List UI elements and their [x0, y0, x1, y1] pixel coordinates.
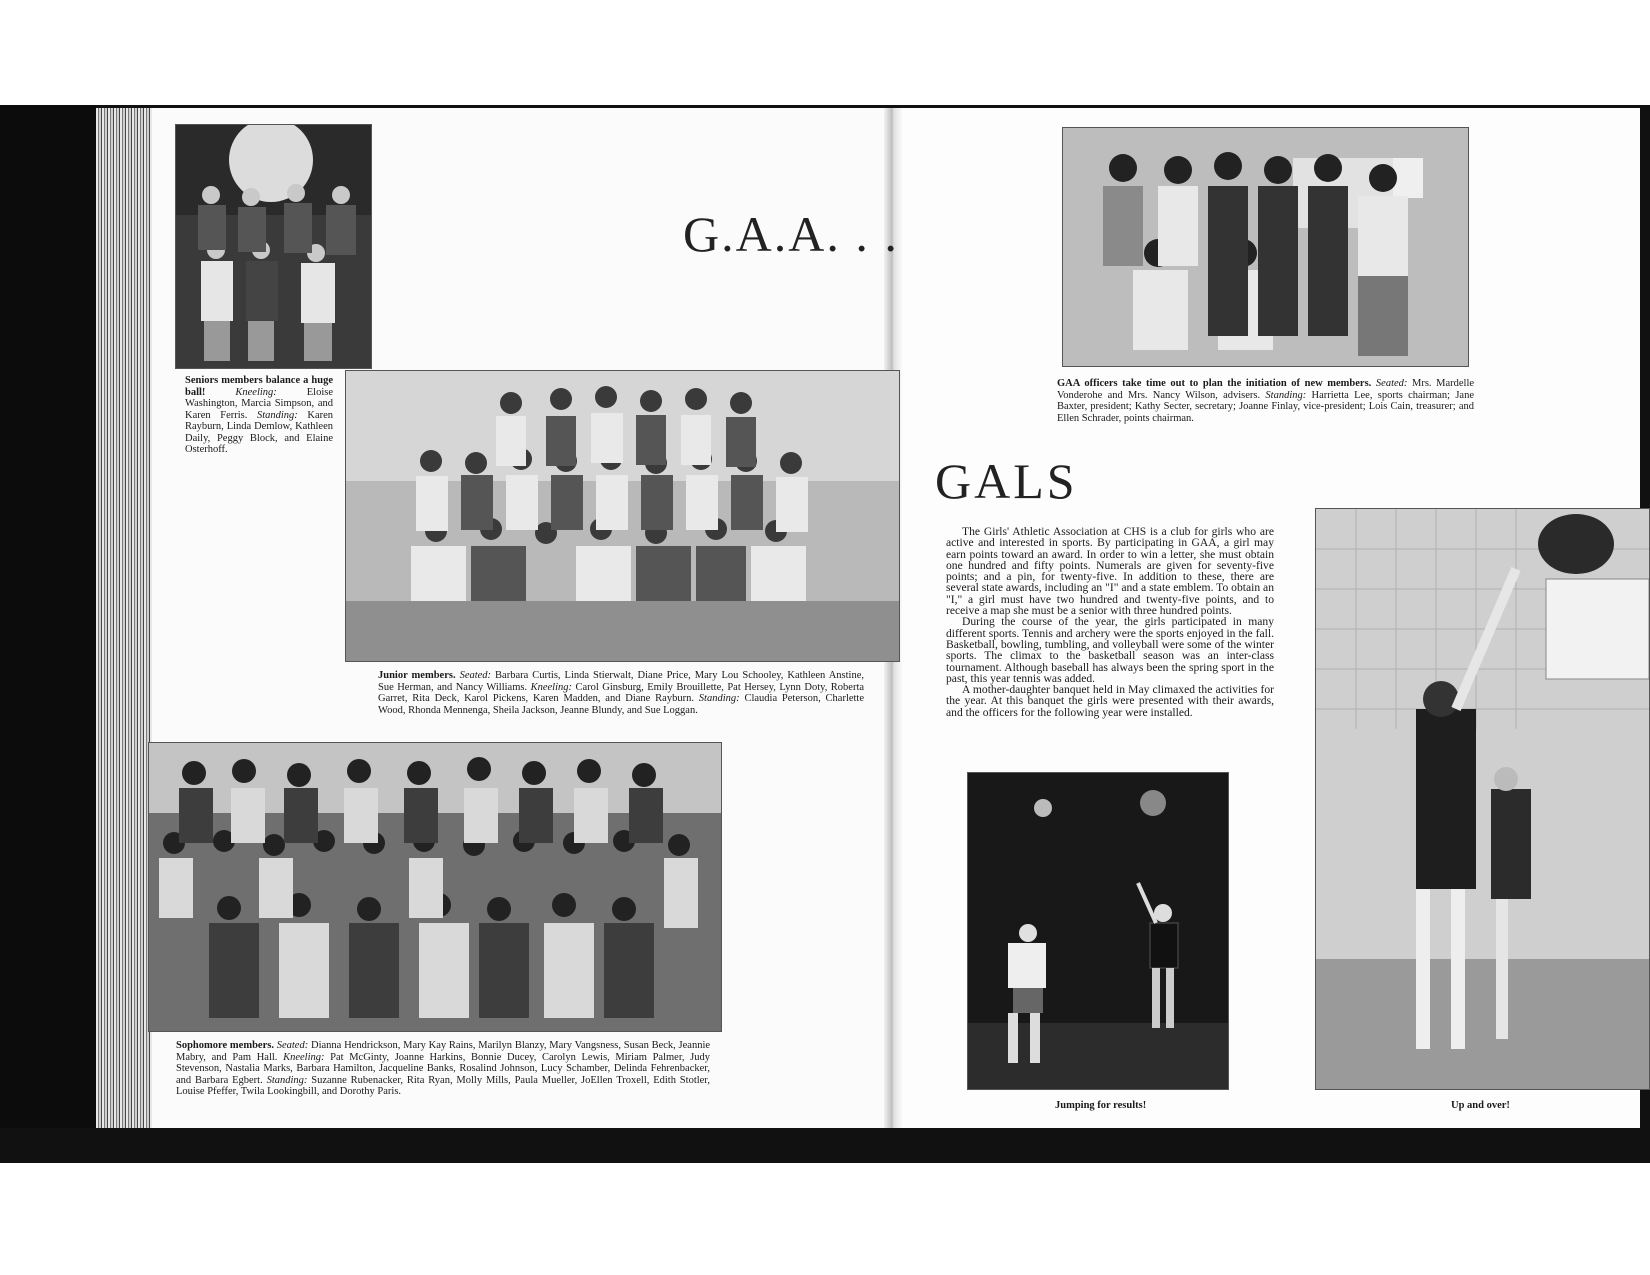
seniors-caption-names: Karen Rayburn, Linda Demlow, Kathleen Daily, Peggy Block, and Elaine Osterhoff.: [185, 409, 334, 455]
body-paragraph: During the course of the year, the girls participated in many different sports. Tennis and archery were the sports enjoyed in the fall. Basketball, bowling, tumbling, and volleyball were some of the winter sports. The climax to the basketball season was an inter-class tournament. Although baseball has always been the spring sport in the past, this year tennis was added.: [946, 615, 1274, 685]
juniors-caption-names: Carol Ginsburg, Emily Brouillette, Pat Hersey, Lynn Doty, Roberta Garret, Rita Deck, Karol Pickens, Karen Madden, and Diane Rayburn.: [378, 681, 865, 704]
scan-bottom-border: [0, 1128, 1650, 1163]
sophomores-caption-lead: Sophomore members.: [176, 1040, 274, 1051]
sophomores-caption-role: Seated:: [276, 1040, 309, 1051]
officers-caption-names: Mrs. Mardelle Vonderohe and Mrs. Nancy Wilson, advisers.: [1057, 378, 1475, 401]
jumping-caption: Jumping for results!: [1055, 1100, 1147, 1111]
officers-caption: [1057, 378, 1474, 424]
seniors-caption-role: Kneeling:: [235, 386, 277, 398]
body-paragraph: The Girls' Athletic Association at CHS is a club for girls who are active and interested in sports. By participating in GAA, a girl may earn points toward an award. In order to win a letter, she must obtain one hundred and fifty points. Numerals are given for seventy-five points; and a pin, for twenty-five. In addition to these, there are several state awards, including an "I" and a state emblem. To obtain an "I," a girl must have two hundred and twenty-five points, and to receive a map she must be a senior with three hundred points.: [946, 525, 1274, 618]
seniors-caption-role: Standing:: [256, 409, 298, 421]
juniors-caption-names: Claudia Peterson, Charlette Wood, Rhonda Mennenga, Sheila Jackson, Jeanne Blundy, and Sue Loggan.: [378, 693, 865, 716]
sophomores-caption-names: Suzanne Rubenacker, Rita Ryan, Molly Mills, Paula Mueller, JoEllen Troxell, Edith Stotler, Louise Pfeffer, Twila Lookingbill, and Dorothy Paris.: [176, 1074, 711, 1097]
book-left-edge: [0, 105, 96, 1163]
juniors-caption-role: Kneeling:: [530, 681, 572, 693]
sophomores-caption: [176, 1040, 710, 1098]
juniors-caption-names: Barbara Curtis, Linda Stierwalt, Diane Price, Mary Lou Schooley, Kathleen Anstine, Sue Herman, and Nancy Williams.: [378, 670, 864, 693]
sophomores-photo: [148, 742, 722, 1032]
officers-caption-role: Standing:: [1265, 389, 1307, 401]
body-text: [946, 526, 1274, 718]
officers-caption-role: Seated:: [1375, 378, 1408, 389]
seniors-caption-names: Eloise Washington, Marcia Simpson, and Karen Ferris.: [185, 386, 334, 421]
officers-caption-names: Harrietta Lee, sports chairman; Jane Baxter, president; Kathy Secter, secretary; Joanne Finlay, vice-president; Lois Cain, treasurer; and Ellen Schrader, points chairman.: [1057, 389, 1474, 424]
jumping-photo: [967, 772, 1229, 1090]
juniors-photo: [345, 370, 900, 662]
juniors-caption-lead: Junior members.: [378, 670, 456, 681]
seniors-caption: [185, 375, 333, 456]
page-title-gals: GALS: [935, 453, 1078, 509]
juniors-caption-role: Standing:: [698, 693, 740, 704]
sophomores-caption-role: Kneeling:: [283, 1051, 325, 1063]
sophomores-caption-role: Standing:: [266, 1074, 308, 1086]
up-and-over-caption: Up and over!: [1451, 1100, 1510, 1111]
page-stack-edges: [96, 108, 154, 1128]
juniors-caption: [378, 670, 864, 716]
sophomores-caption-names: Dianna Hendrickson, Mary Kay Rains, Marilyn Blanzy, Mary Vangsness, Susan Beck, Jeannie Mabry, and Pam Hall.: [176, 1040, 711, 1063]
juniors-caption-role: Seated:: [459, 670, 492, 681]
seniors-photo: [175, 124, 372, 369]
body-paragraph: A mother-daughter banquet held in May climaxed the activities for the year. At this banquet the girls were presented with their awards, and the officers for the following year were installed.: [946, 683, 1274, 719]
officers-photo: [1062, 127, 1469, 367]
page-title-gaa: G.A.A. . .: [683, 206, 899, 262]
sophomores-caption-names: Pat McGinty, Joanne Harkins, Bonnie Ducey, Carolyn Lewis, Miriam Palmer, Judy Stevenson, Nastalia Marks, Barbara Hamilton, Jacqueline Banks, Rosalind Johnson, Lucy Schamber, Delinda Fehrenbacker, and Barbara Egbert.: [176, 1051, 711, 1086]
up-and-over-photo: [1315, 508, 1650, 1090]
seniors-caption-lead: Seniors members balance a huge ball!: [185, 375, 333, 398]
officers-caption-lead: GAA officers take time out to plan the initiation of new members.: [1057, 378, 1372, 389]
